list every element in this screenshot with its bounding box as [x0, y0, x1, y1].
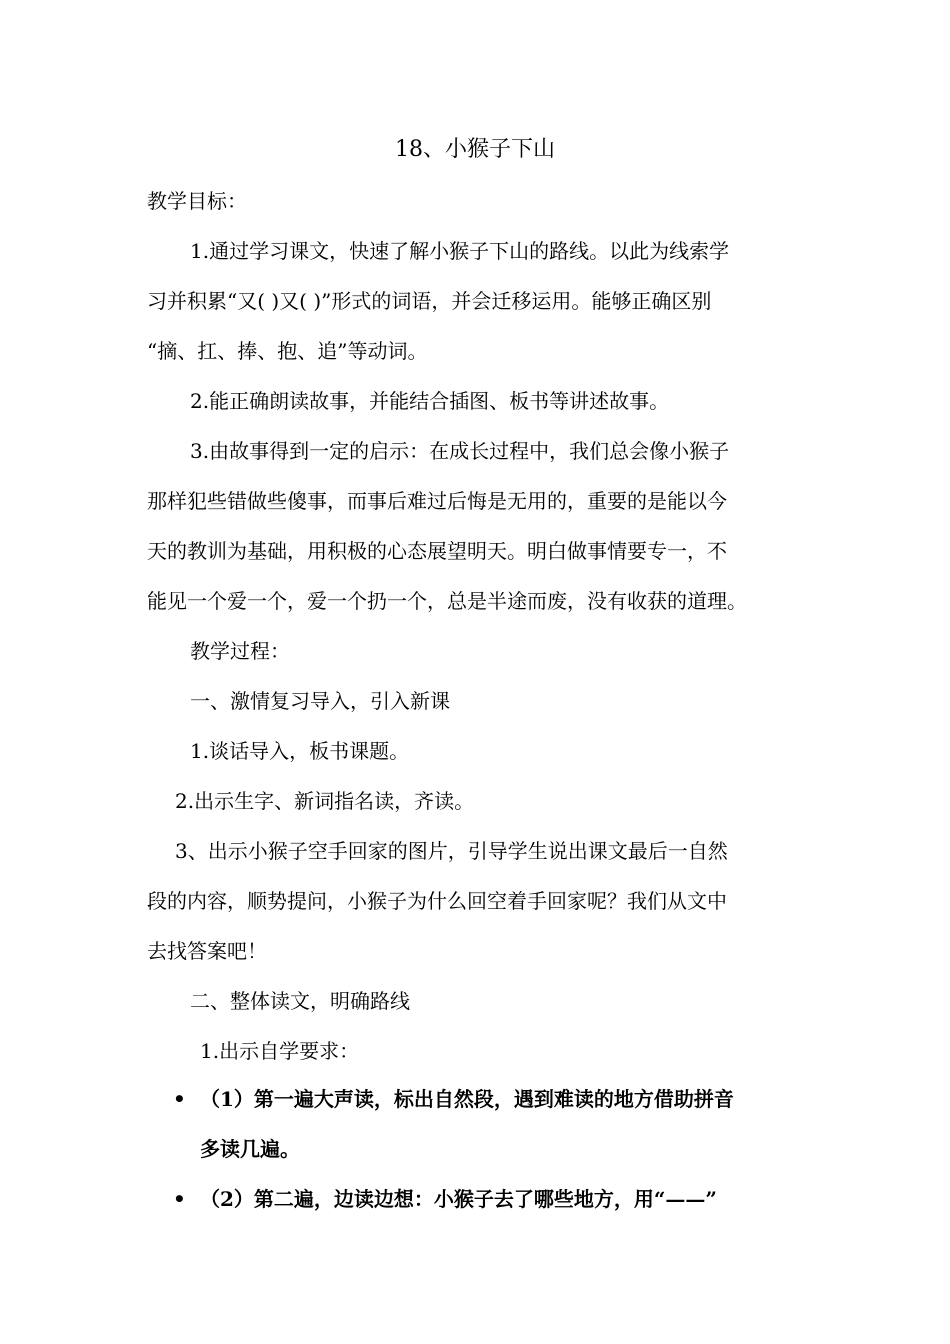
objectives-heading: 教学目标：: [147, 189, 247, 213]
section-1-item-2: 2.出示生字、新词指名读，齐读。: [175, 789, 475, 813]
document-title: 18、小猴子下山: [395, 137, 555, 162]
section-1-heading: 一、激情复习导入，引入新课: [190, 689, 450, 713]
process-heading: 教学过程：: [190, 639, 290, 663]
section-2-item-1: 1.出示自学要求：: [200, 1039, 360, 1063]
requirement-2-line-1: （2）第二遍，边读边想：小猴子去了哪些地方，用“——”: [200, 1187, 717, 1211]
objective-3-line-3: 天的教训为基础，用积极的心态展望明天。明白做事情要专一，不: [147, 539, 727, 563]
objective-1-line-1: 1.通过学习课文，快速了解小猴子下山的路线。以此为线索学: [190, 239, 730, 263]
section-1-item-3-line-3: 去找答案吧！: [147, 939, 267, 963]
objective-3-line-4: 能见一个爱一个，爱一个扔一个，总是半途而废，没有收获的道理。: [147, 589, 747, 613]
section-2-heading: 二、整体读文，明确路线: [190, 989, 410, 1013]
objective-2: 2.能正确朗读故事，并能结合插图、板书等讲述故事。: [190, 389, 670, 413]
bullet-icon: •: [173, 1187, 186, 1211]
requirement-1-line-2: 多读几遍。: [200, 1137, 300, 1161]
objective-3-line-1: 3.由故事得到一定的启示：在成长过程中，我们总会像小猴子: [190, 439, 730, 463]
objective-1-line-2: 习并积累“又( )又( )”形式的词语，并会迁移运用。能够正确区别: [147, 289, 712, 313]
bullet-icon: •: [173, 1087, 186, 1111]
objective-1-line-3: “摘、扛、捧、抱、追”等动词。: [147, 339, 428, 363]
objective-3-line-2: 那样犯些错做些傻事，而事后难过后悔是无用的，重要的是能以今: [147, 489, 727, 513]
section-1-item-3-line-1: 3、出示小猴子空手回家的图片，引导学生说出课文最后一自然: [175, 839, 728, 863]
section-1-item-1: 1.谈话导入，板书课题。: [190, 739, 410, 763]
requirement-1-line-1: （1）第一遍大声读，标出自然段，遇到难读的地方借助拼音: [200, 1087, 734, 1111]
section-1-item-3-line-2: 段的内容，顺势提问，小猴子为什么回空着手回家呢？我们从文中: [147, 889, 727, 913]
